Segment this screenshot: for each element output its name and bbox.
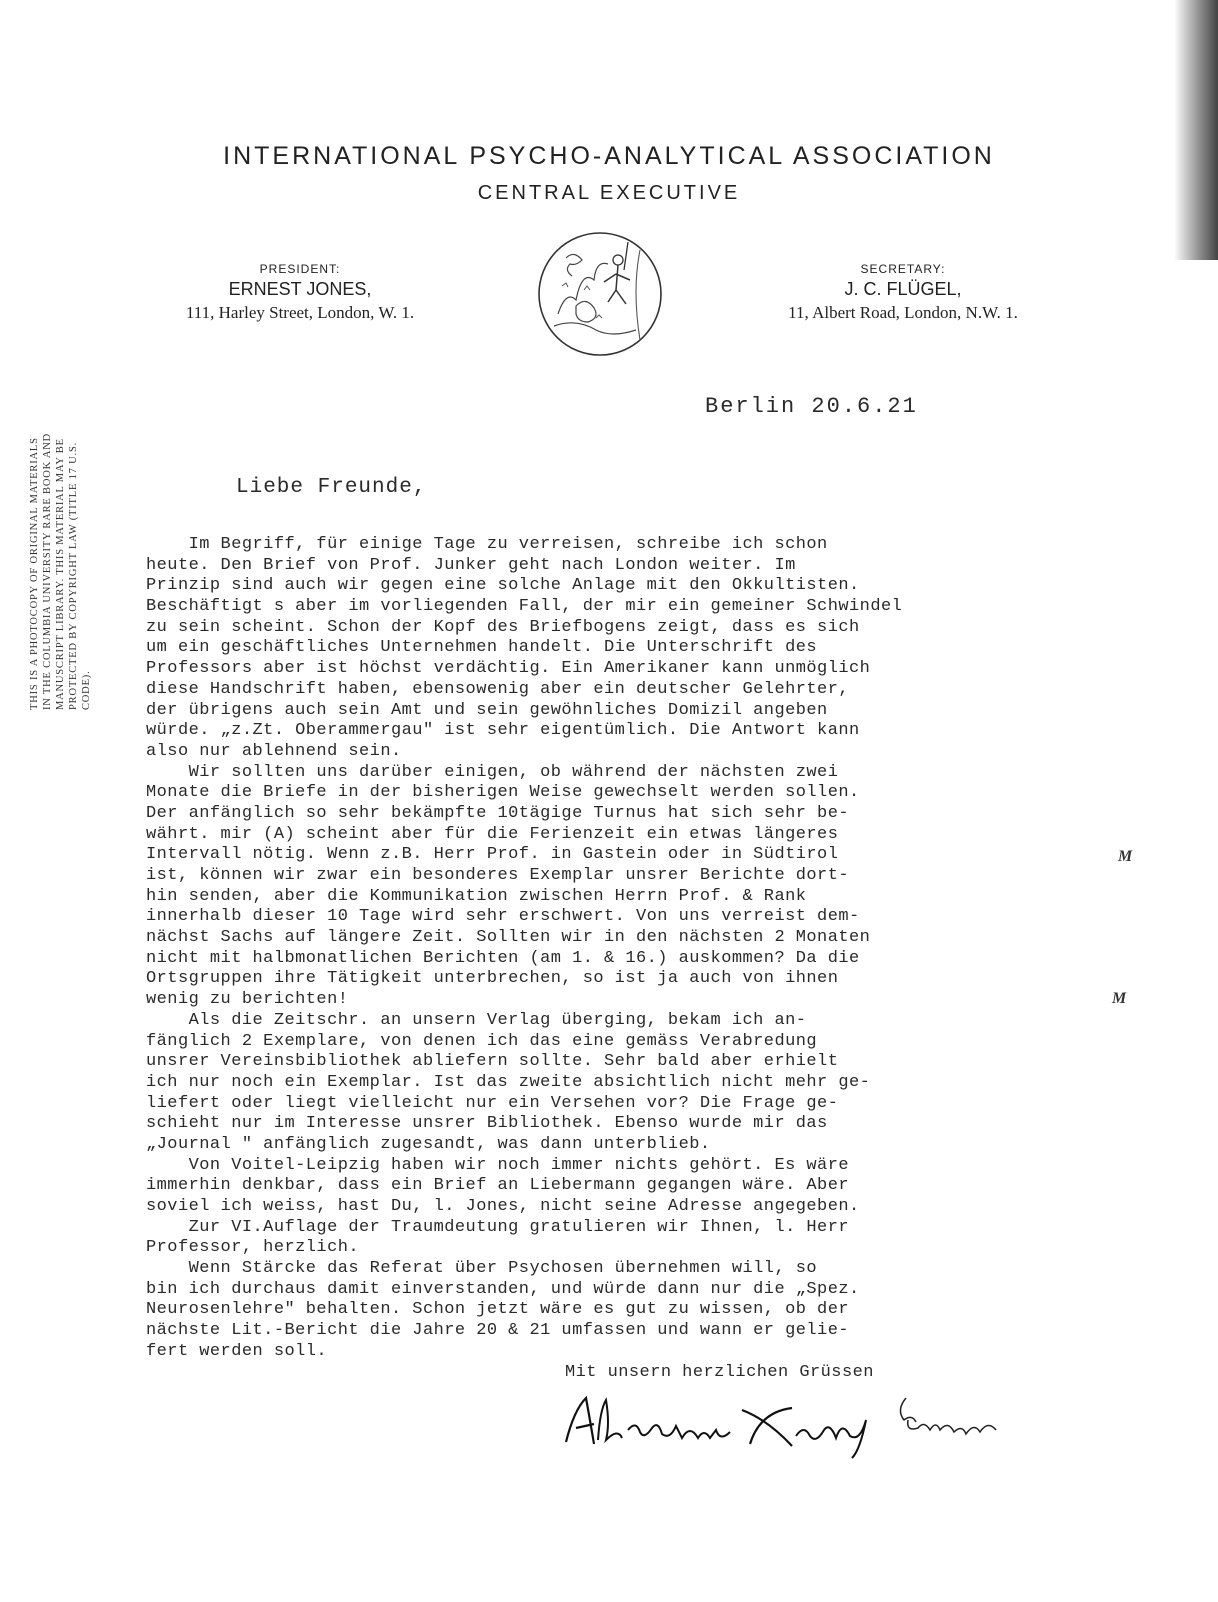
letter-salutation: Liebe Freunde, [236, 476, 427, 499]
letter-line: ich nur noch ein Exemplar. Ist das zweite absichtlich nicht mehr ge- [146, 1072, 871, 1092]
letter-body [146, 535, 1146, 1363]
president-name: ERNEST JONES, [228, 279, 372, 299]
letter-line: Monate die Briefe in der bisherigen Weise gewechselt werden sollen. [146, 783, 860, 803]
letter-line: Wir sollten uns darüber einigen, ob während der nächsten zwei [146, 762, 839, 782]
letter-line: liefert oder liegt vielleicht nur ein Versehen vor? Die Frage ge- [146, 1093, 839, 1113]
letter-line: Prinzip sind auch wir gegen eine solche Anlage mit den Okkultisten. [146, 576, 860, 596]
scan-edge-shadow [1174, 0, 1218, 260]
letter-line: hin senden, aber die Kommunikation zwischen Herrn Prof. & Rank [146, 886, 807, 906]
letter-line: Wenn Stärcke das Referat über Psychosen übernehmen will, so [146, 1259, 818, 1279]
margin-mark: M [1118, 848, 1133, 865]
letter-line: der übrigens auch sein Amt und sein gewöhnliches Domizil angeben [146, 700, 828, 720]
signature-extra: Eitingon [560, 1380, 564, 1381]
letter-line: Neurosenlehre" behalten. Schon jetzt wäre es gut zu wissen, ob der [146, 1300, 850, 1320]
letter-line: währt. mir (A) scheint aber für die Ferienzeit ein etwas längeres [146, 824, 839, 844]
letter-line: würde. „z.Zt. Oberammergau" ist sehr eigentümlich. Die Antwort kann [146, 721, 860, 741]
letter-line: nächst Sachs auf längere Zeit. Sollten wir in den nächsten 2 Monaten [146, 928, 871, 948]
letter-dateline: Berlin 20.6.21 [705, 394, 918, 419]
president-role: PRESIDENT: [259, 262, 341, 276]
secretary-block [748, 262, 1058, 323]
margin-mark: M [1112, 990, 1127, 1007]
letter-line: Als die Zeitschr. an unsern Verlag überging, bekam ich an- [146, 1010, 807, 1030]
letter-line: Im Begriff, für einige Tage zu verreisen, schreibe ich schon [146, 535, 828, 554]
handwritten-signature [560, 1380, 1020, 1460]
letter-line: diese Handschrift haben, ebensowenig aber ein deutscher Gelehrter, [146, 679, 850, 699]
president-address: 111, Harley Street, London, W. 1. [185, 303, 415, 322]
letter-line: um ein geschäftliches Unternehmen handelt. Die Unterschrift des [146, 638, 818, 658]
letterhead-title: INTERNATIONAL PSYCHO-ANALYTICAL ASSOCIATION [223, 142, 995, 170]
copyright-line: MANUSCRIPT LIBRARY. THIS MATERIAL MAY BE [55, 438, 66, 710]
letter-line: wenig zu berichten! [146, 990, 349, 1010]
letter-line: Beschäftigt s aber im vorliegenden Fall, der mir ein gemeiner Schwindel [146, 597, 903, 617]
copyright-line: PROTECTED BY COPYRIGHT LAW (TITLE 17 U.S. [68, 441, 79, 710]
letter-line: ist, können wir zwar ein besonderes Exemplar unsrer Berichte dort- [146, 866, 850, 885]
secretary-role: SECRETARY: [860, 262, 946, 276]
letter-line: innerhalb dieser 10 Tage wird sehr erschwert. Von uns verreist dem- [146, 907, 860, 927]
letter-line: heute. Den Brief von Prof. Junker geht nach London weiter. Im [146, 555, 796, 575]
letter-line: bin ich durchaus damit einverstanden, und würde dann nur die „Spez. [146, 1279, 860, 1299]
letter-line: fänglich 2 Exemplare, von denen ich das eine gemäss Verabredung [146, 1031, 818, 1051]
letter-line: Von Voitel-Leipzig haben wir noch immer nichts gehört. Es wäre [146, 1155, 850, 1175]
letter-line: Der anfänglich so sehr bekämpfte 10tägige Turnus hat sich sehr be- [146, 803, 850, 823]
letter-line: soviel ich weiss, hast Du, l. Jones, nicht seine Adresse angegeben. [146, 1197, 860, 1216]
president-block [150, 262, 450, 323]
letter-line: nächste Lit.-Bericht die Jahre 20 & 21 umfassen und wann er gelie- [146, 1321, 850, 1341]
letter-line: fert werden soll. [146, 1341, 328, 1361]
letter-line: Professors aber ist höchst verdächtig. Ein Amerikaner kann unmöglich [146, 659, 871, 679]
secretary-name: J. C. FLÜGEL, [844, 279, 962, 299]
copyright-notice [28, 380, 96, 710]
copyright-line: CODE). [81, 670, 92, 710]
letter-line: schieht nur im Interesse unsrer Bibliothek. Ebenso wurde mir das [146, 1114, 828, 1134]
association-seal-icon [536, 230, 664, 358]
letter-line: Ortsgruppen ihre Tätigkeit unterbrechen, so ist ja auch von ihnen [146, 969, 839, 989]
copyright-line: THIS IS A PHOTOCOPY OF ORIGINAL MATERIALS [29, 437, 40, 710]
letter-line: zu sein scheint. Schon der Kopf des Briefbogens zeigt, dass es sich [146, 617, 860, 637]
secretary-address: 11, Albert Road, London, N.W. 1. [788, 303, 1018, 322]
copyright-line: IN THE COLUMBIA UNIVERSITY RARE BOOK AND [42, 432, 53, 710]
letter-line: Intervall nötig. Wenn z.B. Herr Prof. in Gastein oder in Südtirol [146, 845, 839, 865]
letter-closing: Mit unsern herzlichen Grüssen [565, 1363, 874, 1382]
letter-line: nicht mit halbmonatlichen Berichten (am 1. & 16.) auskommen? Da die [146, 948, 860, 968]
letter-line: Professor, herzlich. [146, 1238, 360, 1258]
letter-line: „Journal " anfänglich zugesandt, was dann unterblieb. [146, 1134, 711, 1154]
letter-line: immerhin denkbar, dass ein Brief an Liebermann gegangen wäre. Aber [146, 1176, 850, 1196]
letter-line: also nur ablehnend sein. [146, 741, 402, 761]
letter-line: unsrer Vereinsbibliothek abliefern sollte. Sehr bald aber erhielt [146, 1052, 839, 1072]
letterhead-subtitle: CENTRAL EXECUTIVE [477, 182, 741, 204]
letter-line: Zur VI.Auflage der Traumdeutung gratulieren wir Ihnen, l. Herr [146, 1217, 850, 1237]
